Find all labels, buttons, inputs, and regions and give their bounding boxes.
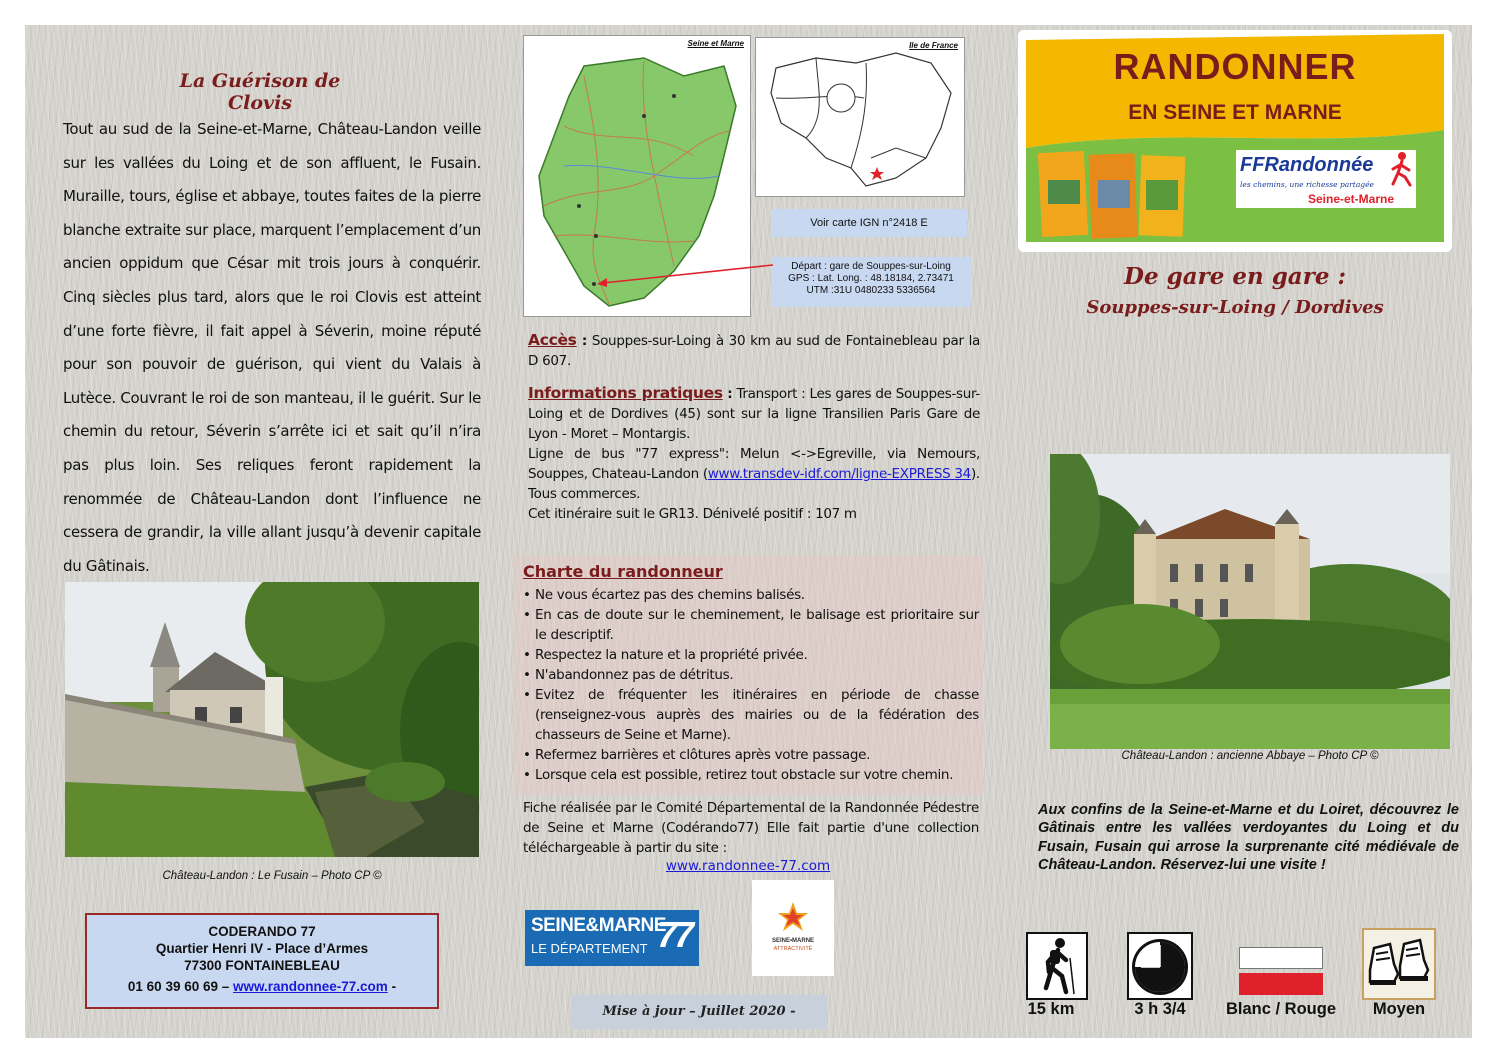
acces-block <box>528 330 980 371</box>
map-ile-de-france <box>755 37 965 197</box>
map-left-label: Seine et Marne <box>687 39 744 48</box>
charte-item: • Refermez barrières et clôtures après votre passage. <box>523 745 979 765</box>
hiker-logo-icon <box>1390 151 1414 187</box>
contact-name: CODERANDO 77 <box>208 924 316 939</box>
marking-red-bar <box>1239 973 1323 995</box>
route-pitch: Aux confins de la Seine-et-Marne et du Loiret, découvrez le Gâtinais entre les vallées verdoyantes du Loing et du Fusain, Fusain qui arrose la surprenante cité médiévale de Château-Landon. Réservez-lui une visite ! <box>1038 802 1459 873</box>
fiche-text: Fiche réalisée par le Comité Départemental de la Randonnée Pédestre de Seine et Marne (Codérando77) Elle fait partie d'une collection téléchargeable à partir du site : <box>523 800 979 856</box>
seine-marne-department-logo <box>525 910 699 966</box>
infos-block <box>528 383 980 524</box>
infos-text2: Ligne de bus "77 express": Melun <->Egreville, via Nemours, Souppes, Chateau-Landon ( <box>528 446 980 482</box>
contact-phone: 01 60 39 60 69 – <box>127 979 230 994</box>
charte-item: • En cas de doute sur le cheminement, le balisage est prioritaire sur le descriptif. <box>523 605 979 645</box>
infos-sep: : <box>722 386 733 402</box>
logo-dept-line2: LE DÉPARTEMENT <box>531 941 648 956</box>
contact-box <box>85 913 439 1009</box>
update-note: Mise à jour – Juillet 2020 - <box>571 995 827 1029</box>
infos-line1 <box>528 383 980 444</box>
charte-item: • Lorsque cela est possible, retirez tout obstacle sur votre chemin. <box>523 765 979 785</box>
contact-website-link[interactable]: www.randonnee-77.com <box>233 979 388 994</box>
charte-item: • Evitez de fréquenter les itinéraires en période de chasse (renseignez-vous auprès des mairies ou de la fédération des chasseurs de Seine et Marne). <box>523 685 979 745</box>
contact-suffix: - <box>391 979 397 994</box>
infos-label: Informations pratiques <box>528 384 723 402</box>
difficulty-value: Moyen <box>1372 1000 1426 1018</box>
charte-item: • Ne vous écartez pas des chemins balisés. <box>523 585 979 605</box>
depart-box <box>771 257 971 307</box>
depart-line3: UTM :31U 0480233 5336564 <box>806 285 936 296</box>
route-subtitle: Souppes-sur-Loing / Dordives <box>1086 297 1384 318</box>
charte-item: • Respectez la nature et la propriété privée. <box>523 645 979 665</box>
marking-white-bar <box>1239 947 1323 969</box>
marking-icon <box>1239 947 1323 995</box>
route-title: De gare en gare : <box>1124 263 1346 290</box>
banner-title1: RANDONNER <box>1113 46 1357 87</box>
depart-arrow <box>595 263 775 288</box>
abbaye-photo <box>1050 454 1450 749</box>
contact-address1: Quartier Henri IV - Place d’Armes <box>155 941 369 956</box>
ign-map-note: Voir carte IGN n°2418 E <box>771 209 967 237</box>
fusain-photo-caption: Château-Landon : Le Fusain – Photo CP © <box>162 870 382 882</box>
infos-text5: Cet itinéraire suit le GR13. Dénivelé positif : 107 m <box>528 506 857 522</box>
transdev-link[interactable]: www.transdev-idf.com/ligne-EXPRESS 34 <box>707 466 971 482</box>
infos-text3: ). <box>970 466 980 482</box>
ffrandonnee-logo-tagline: les chemins, une richesse partagée <box>1240 180 1374 189</box>
charte-title: Charte du randonneur <box>523 562 723 581</box>
randonner-banner <box>1018 30 1452 252</box>
panel1-paragraph: Tout au sud de la Seine-et-Marne, Château-Landon veille sur les vallées du Loing et de son affluent, le Fusain. Muraille, tours, église et abbaye, toutes faites de la pierre blanche extraite sur place, marquent l’emplacement d’un ancien oppidum que César mit trois jours à conquérir. Cinq siècles plus tard, alors que le roi Clovis est atteint d’une forte fièvre, il fait appel à Séverin, moine réputé pour son pouvoir de guérison, qui vient du Valais à Lutèce. Couvrant le roi de son manteau, il le guérit. Sur le chemin du retour, Séverin s’arrête ici et sait qu’il n’ira pas plus loin. Ses reliques feront rapidement la renommée de Château-Landon dont l’influence ne cessera de grandir, la ville allant jusqu’à devenir capitale du Gâtinais. <box>63 120 481 575</box>
banner-title2: EN SEINE ET MARNE <box>1128 101 1342 124</box>
fiche-website-link[interactable]: www.randonnee-77.com <box>665 858 831 874</box>
acces-label: Accès <box>528 331 577 349</box>
marking-value: Blanc / Rouge <box>1225 1000 1336 1018</box>
distance-value: 15 km <box>1027 1000 1075 1018</box>
brochure-page <box>25 25 1472 1038</box>
map-right-label: Ile de France <box>909 41 958 50</box>
acces-text: Souppes-sur-Loing à 30 km au sud de Fontainebleau par la D 607. <box>528 333 981 369</box>
contact-address2: 77300 FONTAINEBLEAU <box>184 958 340 973</box>
ffrandonnee-logo-dept: Seine-et-Marne <box>1308 192 1395 206</box>
ffrandonnee-logo-main: FFRandonnée <box>1240 154 1374 176</box>
attractivite-logo <box>752 880 834 976</box>
abbaye-photo-caption: Château-Landon : ancienne Abbaye – Photo CP © <box>1121 750 1379 762</box>
infos-bus <box>528 444 980 484</box>
distance-icon <box>1026 932 1088 1000</box>
charte-list <box>523 585 979 785</box>
logo-dept-num: 77 <box>657 914 692 955</box>
logo-attr-line2: ATTRACTIVITÉ <box>773 946 813 952</box>
depart-line2: GPS : Lat. Long. : 48.18184, 2.73471 <box>788 273 954 284</box>
infos-text1: Transport : Les gares de Souppes-sur-Loing et de Dordives (45) sont sur la ligne Transilien Paris Gare de Lyon - Moret – Montargis. <box>528 386 980 442</box>
logo-attr-line1: SEINE•MARNE <box>771 938 815 944</box>
duration-icon <box>1127 932 1193 1000</box>
depart-line1: Départ : gare de Souppes-sur-Loing <box>791 261 951 272</box>
logo-dept-line1: SEINE&MARNE <box>531 915 666 936</box>
infos-text4: Tous commerces. <box>528 486 641 502</box>
attractivite-star-icon <box>776 900 810 934</box>
panel1-title: La Guérison de Clovis <box>179 70 341 114</box>
contact-line <box>87 978 437 995</box>
difficulty-icon <box>1362 928 1436 1000</box>
charte-item: • N'abandonnez pas de détritus. <box>523 665 979 685</box>
duration-value: 3 h 3/4 <box>1134 1000 1186 1018</box>
fusain-photo <box>65 582 479 857</box>
acces-sep: : <box>576 333 587 349</box>
